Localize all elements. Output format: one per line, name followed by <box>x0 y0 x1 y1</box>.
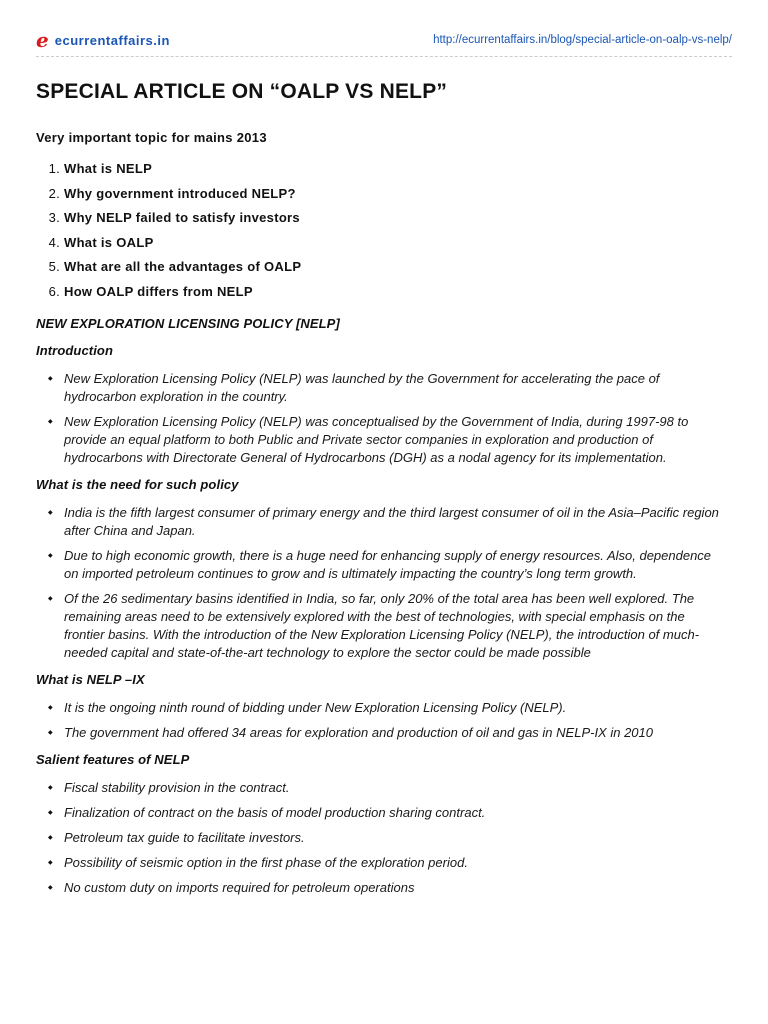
article-body <box>36 80 726 907</box>
lead-text: Very important topic for mains 2013 <box>36 130 267 145</box>
article-title: SPECIAL ARTICLE ON “OALP VS NELP” <box>36 80 448 103</box>
features-heading: Salient features of NELP <box>36 752 190 767</box>
list-item: ◆ No custom duty on imports required for petroleum operations <box>64 879 726 897</box>
topic-item: 6. How OALP differs from NELP <box>64 280 726 305</box>
header-divider <box>36 56 732 57</box>
need-heading: What is the need for such policy <box>36 477 239 492</box>
topic-item: 2. Why government introduced NELP? <box>64 182 726 207</box>
list-item: ◆ It is the ongoing ninth round of bidding under New Exploration Licensing Policy (NELP). <box>64 699 726 717</box>
features-list <box>36 779 726 897</box>
section-heading-nelp: NEW EXPLORATION LICENSING POLICY [NELP] <box>36 316 340 331</box>
list-item: ◆ Due to high economic growth, there is a huge need for enhancing supply of energy resources. Also, dependence on imported petroleum continues to grow and is ultimately impacting the country’s long term growth. <box>64 547 726 583</box>
list-item: ◆ Possibility of seismic option in the first phase of the exploration period. <box>64 854 726 872</box>
list-item: ◆ Of the 26 sedimentary basins identified in India, so far, only 20% of the total area has been well explored. The remaining areas need to be extensively explored with the best of technologies, with special emphasis on the frontier basins. With the introduction of the New Exploration Licensing Policy (NELP), the introduction of much-needed capital and state-of-the-art technology to explore the sector could be made possible <box>64 590 726 662</box>
list-item: ◆ New Exploration Licensing Policy (NELP) was conceptualised by the Government of India, during 1997-98 to provide an equal platform to both Public and Private sector companies in exploration and production of hydrocarbons with Directorate General of Hydrocarbons (DGH) as a nodal agency for its implementation. <box>64 413 726 467</box>
nelp-ix-heading: What is NELP –IX <box>36 672 145 687</box>
need-list <box>36 504 726 662</box>
topic-item: 4. What is OALP <box>64 231 726 256</box>
topic-item: 1. What is NELP <box>64 157 726 182</box>
site-logo[interactable] <box>36 30 170 50</box>
site-name: ecurrentaffairs.in <box>54 32 170 48</box>
article-url-link[interactable]: http://ecurrentaffairs.in/blog/special-article-on-oalp-vs-nelp/ <box>433 34 732 46</box>
list-item: ◆ Fiscal stability provision in the contract. <box>64 779 726 797</box>
nelp-ix-list <box>36 699 726 742</box>
topics-list <box>36 157 726 304</box>
list-item: ◆ Finalization of contract on the basis of model production sharing contract. <box>64 804 726 822</box>
topic-item: 5. What are all the advantages of OALP <box>64 255 726 280</box>
introduction-heading: Introduction <box>36 343 114 358</box>
logo-e-icon: e <box>36 28 49 52</box>
list-item: ◆ The government had offered 34 areas for exploration and production of oil and gas in NELP-IX in 2010 <box>64 724 726 742</box>
list-item: ◆ India is the fifth largest consumer of primary energy and the third largest consumer of oil in the Asia–Pacific region after China and Japan. <box>64 504 726 540</box>
list-item: ◆ Petroleum tax guide to facilitate investors. <box>64 829 726 847</box>
introduction-list <box>36 370 726 467</box>
page-header <box>36 30 732 52</box>
topic-item: 3. Why NELP failed to satisfy investors <box>64 206 726 231</box>
list-item: ◆ New Exploration Licensing Policy (NELP) was launched by the Government for accelerating the pace of hydrocarbon exploration in the country. <box>64 370 726 406</box>
